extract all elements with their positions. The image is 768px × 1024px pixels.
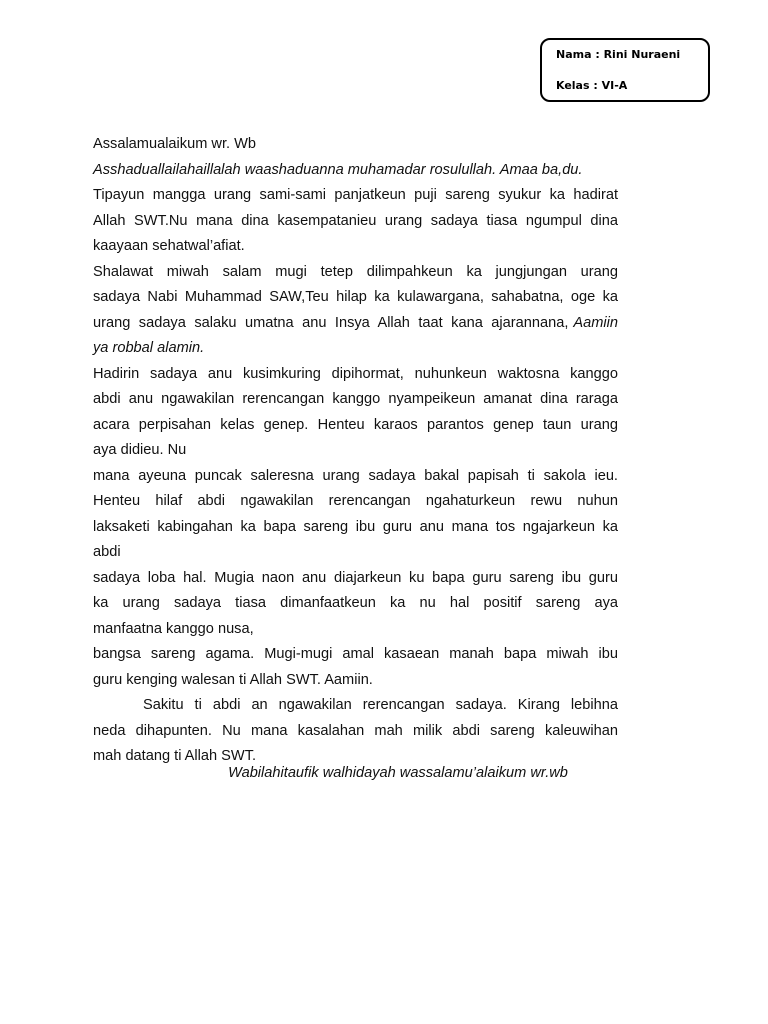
speech-line: Allah SWT.Nu mana dina kasempatanieu urang sadaya tiasa ngumpul dina — [93, 212, 618, 229]
speech-line: ka urang sadaya tiasa dimanfaatkeun ka nu hal positif sareng aya — [93, 595, 618, 611]
speech-line: Shalawat miwah salam mugi tetep dilimpahkeun ka jungjungan urang — [93, 263, 618, 280]
aamiin-italic: Aamiin — [573, 314, 618, 331]
speech-line: Tipayun mangga urang sami-sami panjatkeun puji sareng syukur ka hadirat — [93, 187, 618, 203]
speech-line: manfaatna kanggo nusa, — [93, 620, 254, 637]
speech-line: kaayaan sehatwal’afiat. — [93, 238, 245, 254]
speech-line: Henteu hilaf abdi ngawakilan rerencangan ngahaturkeun rewu nuhun — [93, 493, 618, 509]
speech-line: Hadirin sadaya anu kusimkuring dipihormat, nuhunkeun waktosna kanggo — [93, 365, 618, 382]
speech-line: acara perpisahan kelas genep. Henteu karaos parantos genep taun urang — [93, 416, 618, 433]
speech-line: sadaya Nabi Muhammad SAW,Teu hilap ka kulawargana, sahabatna, oge ka — [93, 289, 618, 305]
greeting-line: Assalamualaikum wr. Wb — [93, 136, 257, 152]
speech-line: abdi anu ngawakilan rerencangan kanggo nyampeikeun amanat dina raraga — [93, 391, 618, 407]
speech-line: guru kenging walesan ti Allah SWT. Aamiin. — [93, 671, 373, 688]
speech-line: neda dihapunten. Nu mana kasalahan mah milik abdi sareng kaleuwihan — [93, 722, 618, 739]
speech-line: bangsa sareng agama. Mugi-mugi amal kasaean manah bapa miwah ibu — [93, 646, 618, 662]
speech-line — [93, 311, 618, 337]
student-class: Kelas : VI-A — [556, 79, 628, 92]
speech-line: abdi — [93, 544, 121, 560]
speech-body — [93, 132, 618, 770]
speech-line: aya didieu. Nu — [93, 442, 187, 458]
shahada-line: Asshaduallailahaillalah waashaduanna muhamadar rosulullah. Amaa ba,du. — [93, 161, 583, 178]
speech-line: ya robbal alamin. — [93, 340, 205, 356]
closing-line: Wabilahitaufik walhidayah wassalamu’alaikum wr.wb — [228, 765, 568, 781]
speech-line-part: urang sadaya salaku umatna anu Insya Allah taat kana ajarannana, — [93, 314, 569, 331]
speech-line: sadaya loba hal. Mugia naon anu diajarkeun ku bapa guru sareng ibu guru — [93, 569, 618, 586]
speech-line: laksaketi kabingahan ka bapa sareng ibu guru anu mana tos ngajarkeun ka — [93, 518, 618, 535]
speech-line: Sakitu ti abdi an ngawakilan rerencangan sadaya. Kirang lebihna — [143, 697, 618, 713]
student-info-box — [540, 38, 710, 102]
speech-line: mah datang ti Allah SWT. — [93, 748, 257, 764]
student-name: Nama : Rini Nuraeni — [556, 48, 681, 61]
speech-line: mana ayeuna puncak saleresna urang sadaya bakal papisah ti sakola ieu. — [93, 467, 618, 484]
